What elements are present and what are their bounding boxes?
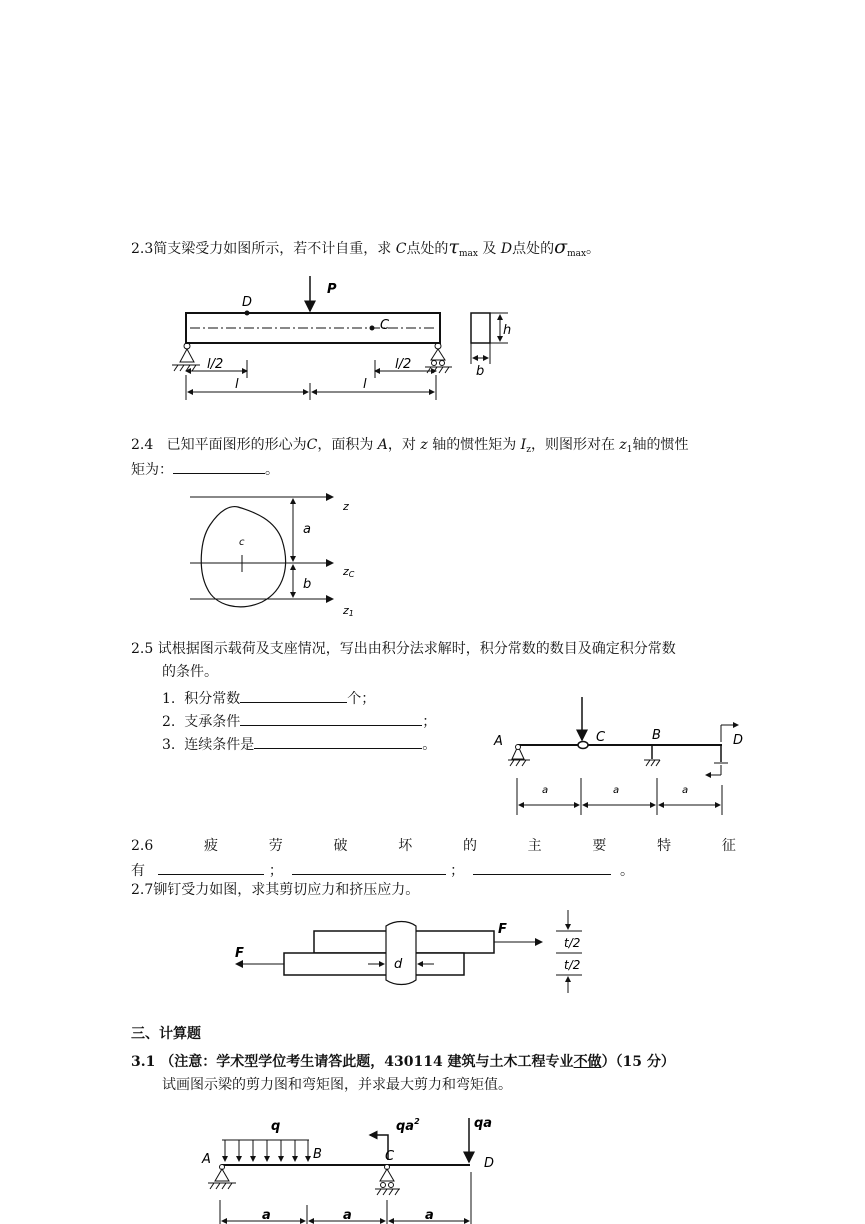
q26-char: 主 xyxy=(527,838,542,854)
q25-item3-label: 连续条件是 xyxy=(184,737,255,753)
q26-line2-start: 有 xyxy=(131,863,145,879)
point-d-dot xyxy=(245,311,250,316)
q23-tau: τ xyxy=(448,236,459,258)
q25-item3-blank[interactable] xyxy=(254,734,422,749)
section3-title xyxy=(131,1025,201,1043)
support-b xyxy=(644,745,660,766)
q24-area-figure xyxy=(190,497,355,618)
q26-end: 。 xyxy=(619,863,634,879)
q25-text-line1: 试根据图示载荷及支座情况，写出由积分法求解时，积分常数的数目及确定积分常数 xyxy=(157,641,676,657)
q25-item2-num: 2. xyxy=(162,714,176,730)
label-b: B xyxy=(313,1147,322,1162)
q31-head-a: （注意：学术型学位考生请答此题，430114 建筑与土木工程专业 xyxy=(160,1054,574,1070)
q25-line2 xyxy=(162,663,218,681)
q26-blank-1[interactable] xyxy=(158,860,264,875)
q26-line1 xyxy=(131,837,736,855)
q23-text-a: 简支梁受力如图所示，若不计自重，求 xyxy=(153,241,392,257)
q25-text-line2: 的条件。 xyxy=(162,664,218,680)
q25-item3-tail: 。 xyxy=(422,737,437,753)
q26-char: 特 xyxy=(657,838,672,854)
q27-rivet-figure xyxy=(235,910,582,993)
q24-text-d: 轴的惯性矩为 xyxy=(432,437,517,453)
q24-z1: z xyxy=(619,437,627,453)
q31-beam-figure xyxy=(201,1116,494,1224)
q24-text-a: 已知平面图形的形心为 xyxy=(166,437,307,453)
dim-a2: a xyxy=(343,1208,352,1223)
q25-item1-tail: 个； xyxy=(347,691,376,707)
section3-title-text: 三、计算题 xyxy=(131,1026,201,1042)
q24-iz-sub: z xyxy=(526,445,531,455)
dim-l2-right: l/2 xyxy=(395,357,412,372)
q31-heading xyxy=(131,1053,675,1071)
point-c-dot xyxy=(370,326,375,331)
q27-text: 铆钉受力如图，求其剪切应力和挤压应力。 xyxy=(153,882,420,898)
q26-number: 2.6 xyxy=(131,838,154,854)
dim-l2-left: l/2 xyxy=(207,357,224,372)
hinge-c xyxy=(578,742,588,749)
q23-point-c: C xyxy=(395,241,407,257)
cross-section xyxy=(471,313,490,343)
q25-item3-num: 3. xyxy=(162,737,176,753)
q23-sigma: σ xyxy=(554,236,568,258)
q26-line2 xyxy=(131,860,634,880)
q24-text-e: ，则图形对在 xyxy=(530,437,615,453)
label-c: C xyxy=(380,318,390,333)
q24-line2-end: 。 xyxy=(265,462,279,478)
q23-tau-sub: max xyxy=(458,249,478,259)
q23-text-b: 点处的 xyxy=(406,241,449,257)
irregular-area xyxy=(201,507,285,607)
label-d: D xyxy=(484,1156,495,1171)
label-p: P xyxy=(327,282,337,297)
q31-number: 3.1 xyxy=(131,1054,156,1070)
label-z1: z1 xyxy=(343,604,354,618)
label-f-left: F xyxy=(235,946,244,961)
q24-line2-label: 矩为： xyxy=(131,462,173,478)
q31-text-line xyxy=(162,1076,512,1094)
q24-text-c: ，对 xyxy=(387,437,416,453)
label-f-right: F xyxy=(498,922,507,937)
q26-blank-3[interactable] xyxy=(473,860,611,875)
label-zc: zC xyxy=(343,565,355,579)
q26-char: 破 xyxy=(333,838,348,854)
dim-b: b xyxy=(303,577,312,592)
support-c xyxy=(375,1165,400,1196)
q26-sep2: ； xyxy=(450,863,465,879)
dim-a1: a xyxy=(262,1208,271,1223)
label-c: C xyxy=(596,730,606,745)
dim-a2: a xyxy=(613,785,620,796)
dim-h: h xyxy=(503,323,512,338)
label-qa: qa xyxy=(474,1116,493,1131)
q24-z: z xyxy=(420,437,428,453)
support-a xyxy=(508,745,530,767)
q25-item2-tail: ； xyxy=(422,714,437,730)
q23-sigma-sub: max xyxy=(567,249,587,259)
q23-text-e: 。 xyxy=(586,241,601,257)
q26-char: 的 xyxy=(462,838,477,854)
dim-a3: a xyxy=(425,1208,434,1223)
q26-char: 要 xyxy=(592,838,607,854)
q25-item1-blank[interactable] xyxy=(240,688,347,703)
q23-point-d: D xyxy=(500,241,513,257)
label-c: C xyxy=(385,1149,395,1164)
q26-char: 坏 xyxy=(398,838,413,854)
q24-answer-blank[interactable] xyxy=(173,459,265,474)
q26-char: 疲 xyxy=(204,838,218,854)
q24-line1 xyxy=(131,436,689,459)
q25-item1 xyxy=(162,688,375,708)
q24-iz: I xyxy=(520,437,527,453)
q27-line xyxy=(131,881,419,899)
q26-sep1: ； xyxy=(268,863,283,879)
q31-head-b: ）（15 分） xyxy=(601,1054,675,1070)
right-roller-support xyxy=(425,343,452,373)
q23-number: 2.3 xyxy=(131,241,154,257)
label-a: A xyxy=(202,1152,211,1167)
q24-number: 2.4 xyxy=(131,437,154,453)
q24-line2 xyxy=(131,459,279,479)
dim-b: b xyxy=(476,364,485,379)
q27-number: 2.7 xyxy=(131,882,154,898)
dim-a1: a xyxy=(542,785,549,796)
q23-text-c: 及 xyxy=(482,241,497,257)
dim-l-right: l xyxy=(363,377,367,392)
q24-text-b: ，面积为 xyxy=(317,437,374,453)
dim-t2-bot: t/2 xyxy=(564,958,581,972)
q24-c: C xyxy=(306,437,318,453)
label-d: D xyxy=(242,295,253,310)
label-d: D xyxy=(733,733,744,748)
q24-z1-sub: 1 xyxy=(626,445,633,455)
rivet xyxy=(386,922,416,985)
label-b: B xyxy=(652,728,661,743)
q26-char: 征 xyxy=(721,838,736,854)
dim-a3: a xyxy=(682,785,689,796)
q26-blank-2[interactable] xyxy=(292,860,446,875)
q25-line1 xyxy=(131,640,676,658)
q24-text-f: 轴的惯性 xyxy=(632,437,689,453)
q25-item1-label: 积分常数 xyxy=(184,691,241,707)
q26-char: 劳 xyxy=(268,838,283,854)
q25-number: 2.5 xyxy=(131,641,154,657)
q31-head-underlined: 不做 xyxy=(573,1054,602,1070)
left-pin-support xyxy=(172,343,200,371)
q25-item2-label: 支承条件 xyxy=(184,714,241,730)
q25-item2-blank[interactable] xyxy=(240,711,422,726)
q24-a: A xyxy=(377,437,388,453)
q25-beam-figure xyxy=(493,697,743,815)
dim-t2-top: t/2 xyxy=(564,936,581,950)
q31-text: 试画图示梁的剪力图和弯矩图，并求最大剪力和弯矩值。 xyxy=(162,1077,512,1093)
label-q: q xyxy=(271,1119,281,1134)
q23-beam-figure xyxy=(172,276,511,400)
label-a: A xyxy=(494,734,503,749)
label-d: d xyxy=(394,957,403,972)
label-qa2: $qa^2$ xyxy=(396,1117,420,1134)
q25-item3 xyxy=(162,734,436,754)
label-z: z xyxy=(343,500,349,513)
q23-text-d: 点处的 xyxy=(512,241,555,257)
support-a xyxy=(208,1165,236,1190)
dim-l-left: l xyxy=(235,377,239,392)
q25-item2 xyxy=(162,711,436,731)
label-centroid: c xyxy=(239,537,245,548)
q25-item1-num: 1. xyxy=(162,691,176,707)
dim-a: a xyxy=(303,522,311,537)
